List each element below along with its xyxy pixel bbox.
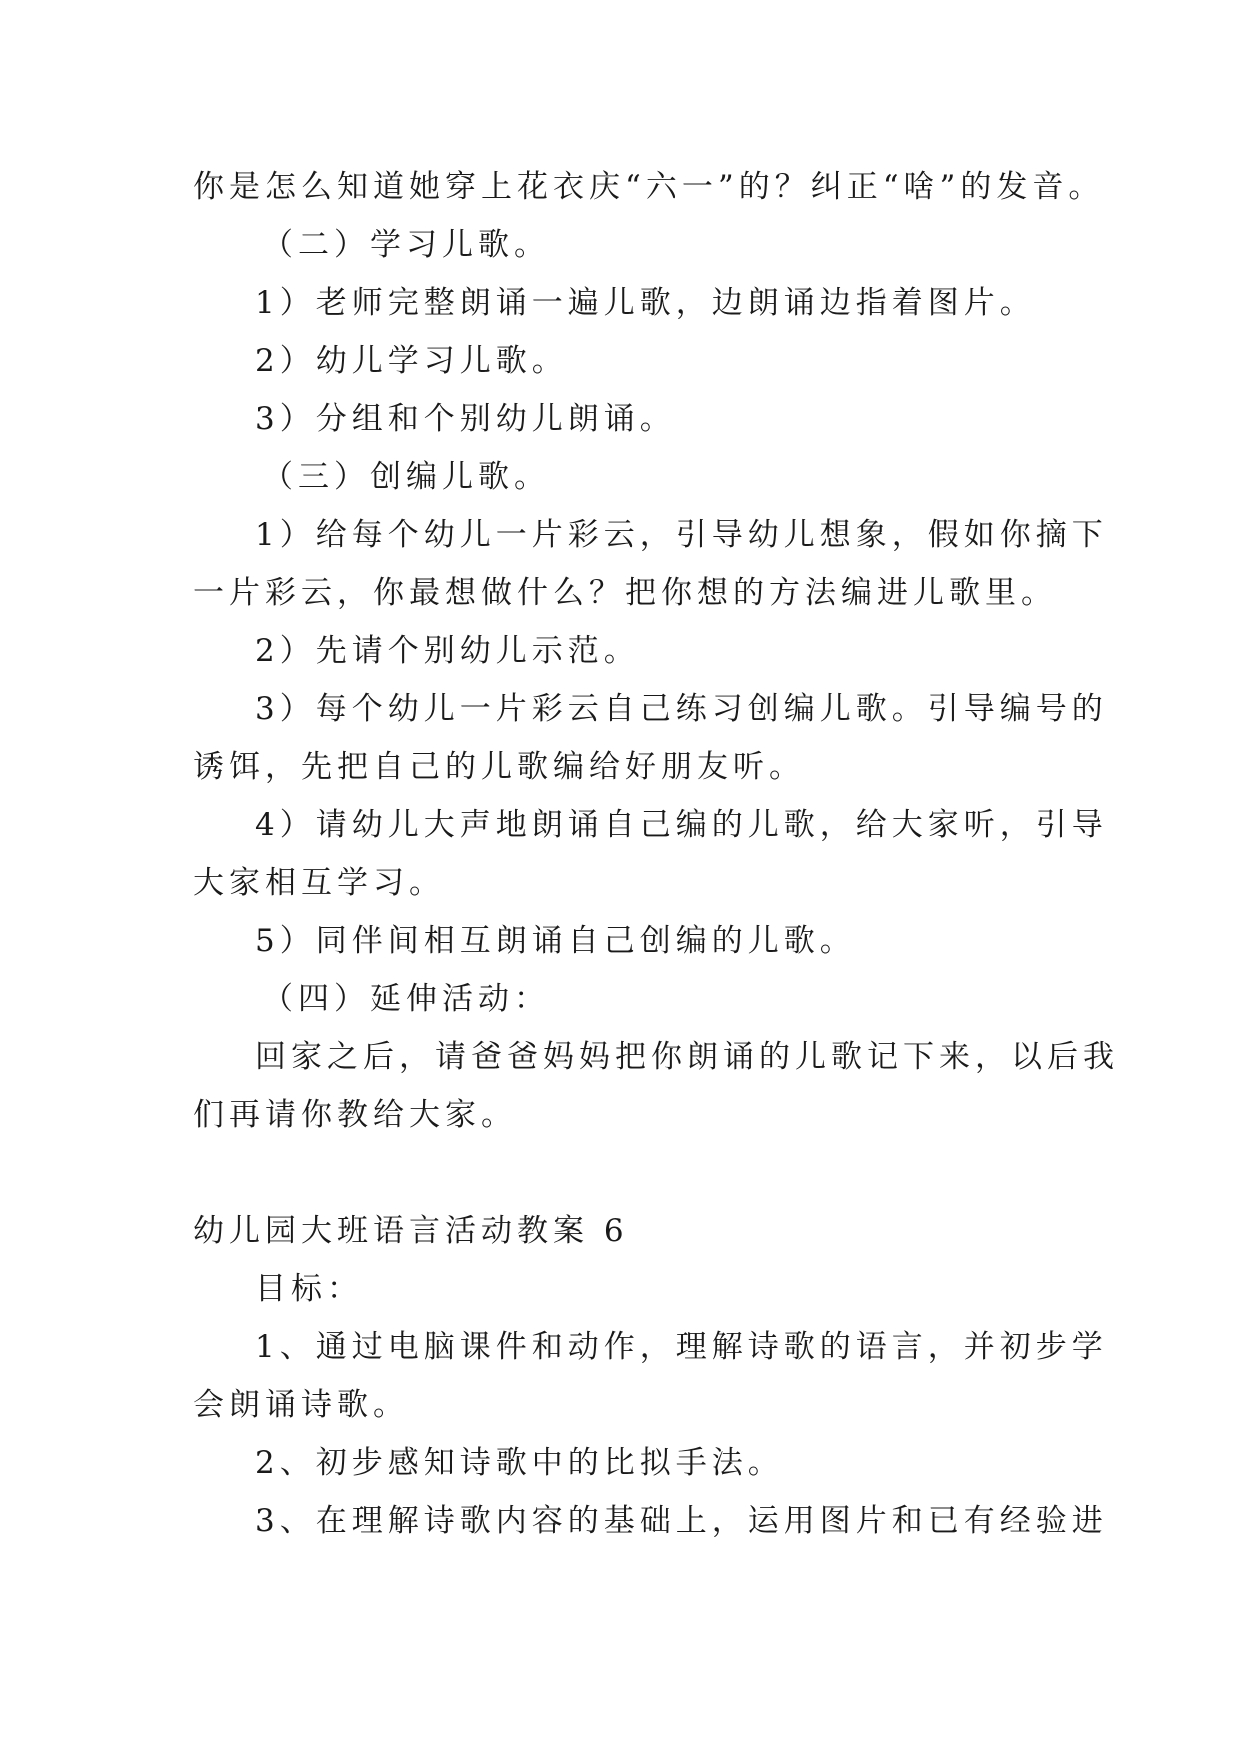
paragraph-line: 回家之后，请爸爸妈妈把你朗诵的儿歌记下来，以后我	[255, 1039, 1119, 1075]
paragraph-line: 诱饵，先把自己的儿歌编给好朋友听。	[193, 749, 805, 785]
section-heading: 目标：	[255, 1271, 363, 1307]
paragraph-line: 们再请你教给大家。	[193, 1097, 517, 1133]
section-heading: （二）学习儿歌。	[262, 227, 550, 263]
paragraph-line: 大家相互学习。	[193, 865, 445, 901]
list-item: 3、在理解诗歌内容的基础上，运用图片和已有经验进	[255, 1503, 1108, 1539]
list-item: 2）幼儿学习儿歌。	[255, 343, 568, 379]
section-heading: （三）创编儿歌。	[262, 459, 550, 495]
paragraph-line: 会朗诵诗歌。	[193, 1387, 409, 1423]
list-item: 5）同伴间相互朗诵自己创编的儿歌。	[255, 923, 856, 959]
section-heading: （四）延伸活动：	[262, 981, 550, 1017]
paragraph-line: 你是怎么知道她穿上花衣庆“六一”的？纠正“啥”的发音。	[193, 169, 1105, 205]
list-item: 2）先请个别幼儿示范。	[255, 633, 640, 669]
list-item: 3）每个幼儿一片彩云自己练习创编儿歌。引导编号的	[255, 691, 1108, 727]
list-item: 1）老师完整朗诵一遍儿歌，边朗诵边指着图片。	[255, 285, 1036, 321]
list-item: 2、初步感知诗歌中的比拟手法。	[255, 1445, 784, 1481]
list-item: 4）请幼儿大声地朗诵自己编的儿歌，给大家听，引导	[255, 807, 1108, 843]
list-item: 3）分组和个别幼儿朗诵。	[255, 401, 676, 437]
paragraph-line: 一片彩云，你最想做什么？把你想的方法编进儿歌里。	[193, 575, 1057, 611]
list-item: 1）给每个幼儿一片彩云，引导幼儿想象，假如你摘下	[255, 517, 1108, 553]
document-title: 幼儿园大班语言活动教案 6	[193, 1213, 629, 1249]
list-item: 1、通过电脑课件和动作，理解诗歌的语言，并初步学	[255, 1329, 1108, 1365]
